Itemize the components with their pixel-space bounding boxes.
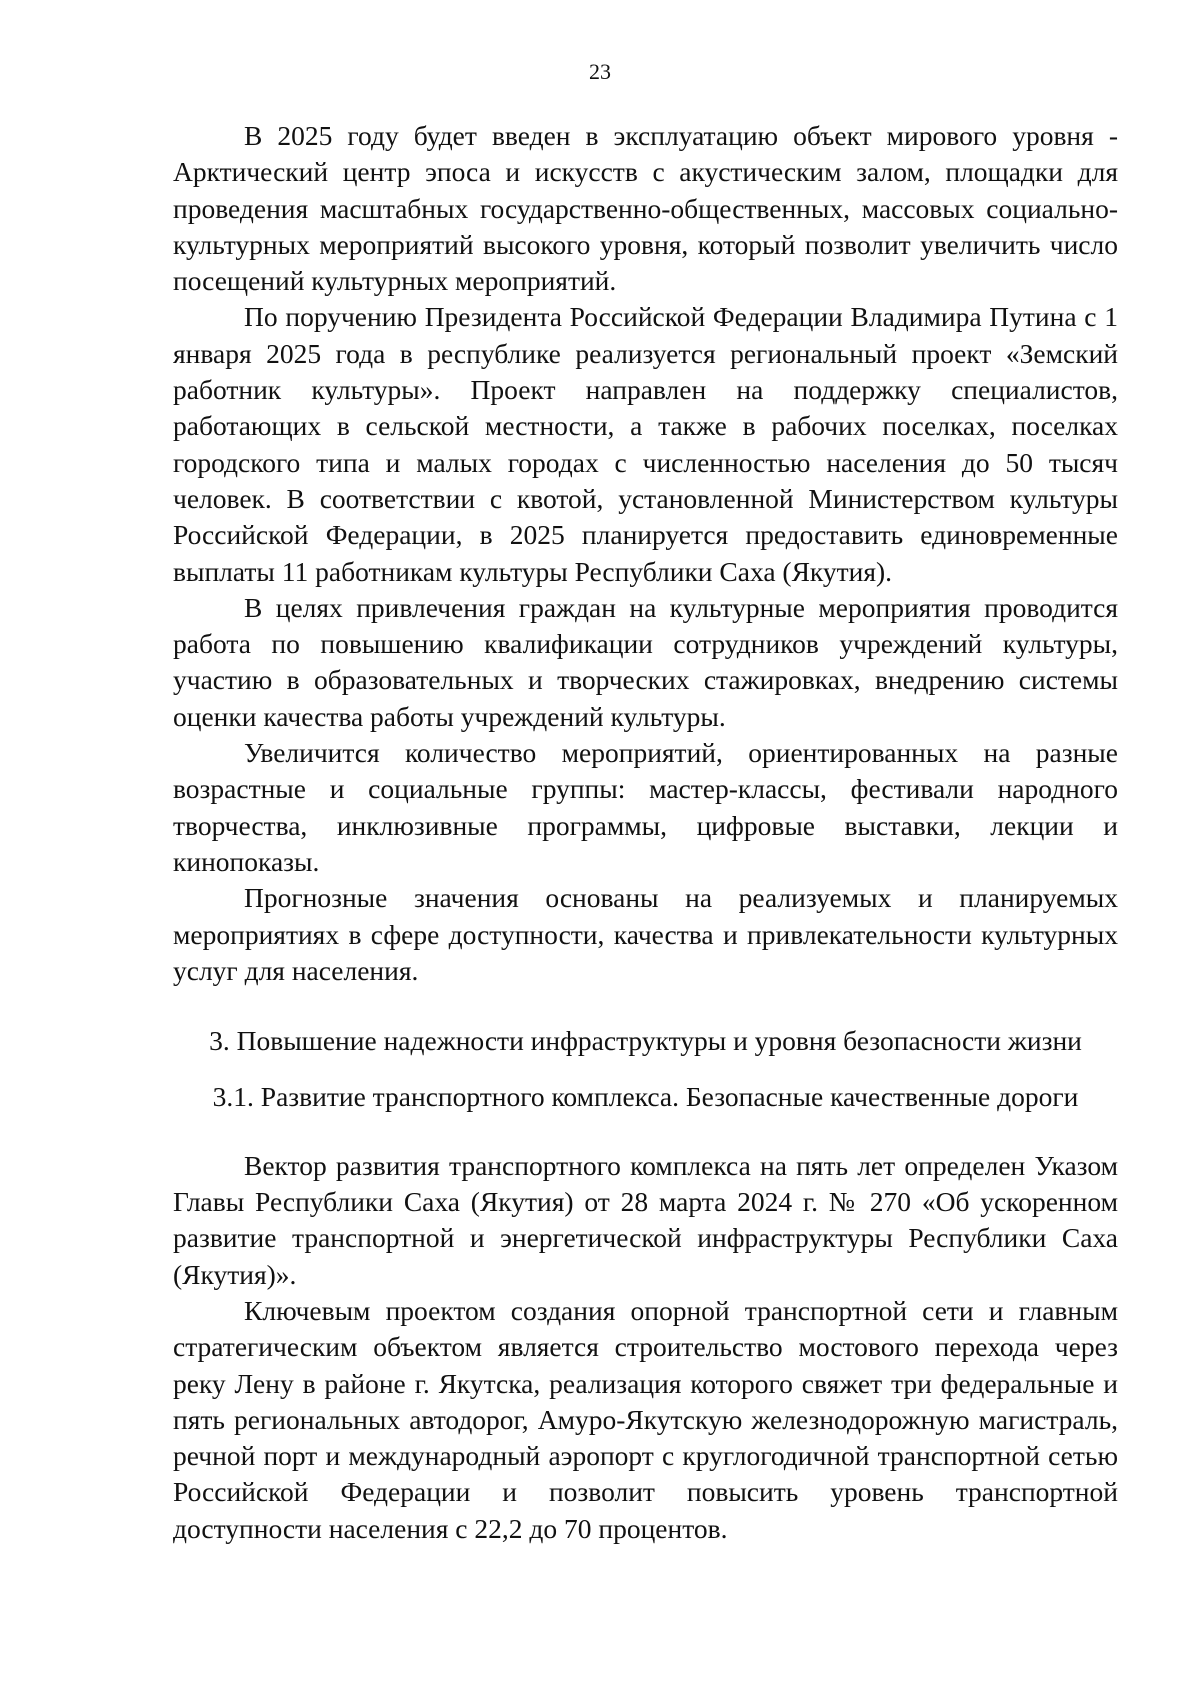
page-content [173, 118, 1118, 1547]
spacer [173, 989, 1118, 1023]
paragraph-transport-vector: Вектор развития транспортного комплекса на пять лет определен Указом Главы Республики Саха (Якутия) от 28 марта 2024 г. № 270 «Об ускоренном развитие транспортной и энергетической инфраструктуры Республики Саха (Якутия)». [173, 1149, 1118, 1290]
paragraph-events-groups: Увеличится количество мероприятий, ориентированных на разные возрастные и социальные группы: мастер-классы, фестивали народного творчества, инклюзивные программы, цифровые выставки, лекции и кинопоказы. [173, 737, 1118, 877]
paragraph-zemsky-worker: По поручению Президента Российской Федерации Владимира Путина с 1 января 2025 года в республике реализуется региональный проект «Земский работник культуры». Проект направлен на поддержку специалистов, работающих в сельской местности, а также в рабочих поселках, поселках городского типа и малых городах с численностью населения до 50 тысяч человек. В соответствии с квотой, установленной Министерством культуры Российской Федерации, в 2025 планируется предоставить единовременные выплаты 11 работникам культуры Республики Саха (Якутия). [173, 301, 1118, 587]
section-heading: 3. Повышение надежности инфраструктуры и уровня безопасности жизни [209, 1025, 1082, 1057]
paragraph-forecast: Прогнозные значения основаны на реализуемых и планируемых мероприятиях в сфере доступности, качества и привлекательности культурных услуг для населения. [173, 882, 1118, 986]
spacer [173, 1059, 1118, 1079]
page-number: 23 [589, 59, 611, 84]
subsection-heading: 3.1. Развитие транспортного комплекса. Безопасные качественные дороги [212, 1081, 1079, 1113]
spacer [173, 1116, 1118, 1148]
paragraph-qualification: В целях привлечения граждан на культурные мероприятия проводится работа по повышению квалификации сотрудников учреждений культуры, участию в образовательных и творческих стажировках, внедрению системы оценки качества работы учреждений культуры. [173, 591, 1118, 732]
paragraph-arctic-center: В 2025 году будет введен в эксплуатацию объект мирового уровня - Арктический центр эпоса и искусств с акустическим залом, площадки для проведения масштабных государственно-общественных, массовых социально-культурных мероприятий высокого уровня, который позволит увеличить число посещений культурных мероприятий. [173, 120, 1118, 297]
paragraph-lena-bridge: Ключевым проектом создания опорной транспортной сети и главным стратегическим объектом является строительство мостового перехода через реку Лену в районе г. Якутска, реализация которого свяжет три федеральные и пять региональных автодорог, Амуро-Якутскую железнодорожную магистраль, речной порт и международный аэропорт с круглогодичной транспортной сетью Российской Федерации и позволит повысить уровень транспортной доступности населения с 22,2 до 70 процентов. [173, 1294, 1118, 1544]
